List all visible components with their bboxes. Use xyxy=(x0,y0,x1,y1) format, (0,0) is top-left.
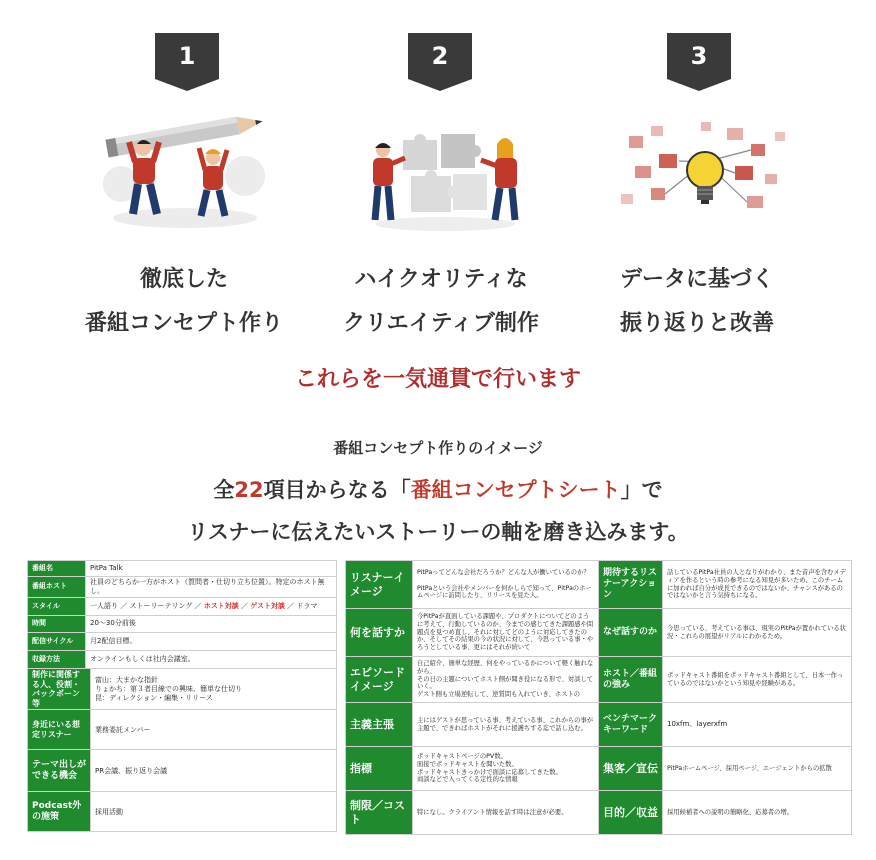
caption-line: ハイクオリティな xyxy=(354,267,528,292)
table-row xyxy=(28,650,337,668)
style-option-selected: ゲスト対談 xyxy=(250,601,285,610)
row-value: 主にはゲストが思っている事、考えている事、これからの事が主題で、できればホストがそれに援護ちする迄で話し込む。 xyxy=(413,703,599,747)
row-value: PitPa Talk xyxy=(86,561,337,577)
step-caption-2 xyxy=(311,258,571,346)
row-label: 制限／コスト xyxy=(346,791,413,835)
row-value xyxy=(86,597,337,615)
row-value: ポッドキャストページのPV数。 面接でポッドキャストを聞いた数。 ポッドキャストきっかけで面談に応募してきた数。 商談などで入ってくる定性的な情報 xyxy=(413,747,599,791)
row-value: オンラインもしくは社内会議室。 xyxy=(86,650,337,668)
concept-main-table xyxy=(345,560,852,835)
table-row xyxy=(28,632,337,650)
row-label: エピソードイメージ xyxy=(346,657,413,703)
row-label: 制作に関係する人、役割・バックボーン等 xyxy=(28,669,91,710)
heading-pre: 全 xyxy=(213,478,235,502)
row-label: 収録方法 xyxy=(28,650,86,668)
row-value: 今PitPaが直面している課題や、プロダクトについてどのように考えて、行動しているのか、今までの感じてきた課題感や問題点を見つめ直し、それに対してどのように対応してきたのか、そしてその結果の今の状況に対して、今思っている事・やろうとしている事、更にはそれが続いて xyxy=(413,609,599,657)
step-badge-1 xyxy=(155,33,219,79)
heading-post: 」で xyxy=(620,478,663,502)
row-value: 今思っている、考えている事は、現実のPitPaが置かれている状況・これらの展望がリアルにわかるため。 xyxy=(663,609,852,657)
table-row xyxy=(346,657,852,703)
table-row xyxy=(28,597,337,615)
row-label: 配信サイクル xyxy=(28,632,86,650)
step-caption-3 xyxy=(567,258,827,346)
row-value: 採用活動 xyxy=(91,792,337,832)
row-value: 月2配信目標。 xyxy=(86,632,337,650)
style-separator: ／ xyxy=(238,601,251,610)
row-label: 番組名 xyxy=(28,561,86,577)
table-row xyxy=(28,710,337,750)
row-value: 特になし。クライアント情報を話す時は注意が必要。 xyxy=(413,791,599,835)
row-label: 何を話すか xyxy=(346,609,413,657)
row-value: ポッドキャスト番組をポッドキャスト番組として、日本一作っているのではないかという知見や経験がある。 xyxy=(663,657,852,703)
row-value: 社員のどちらか一方がホスト（質問者・仕切り立ち位置）。特定のホスト無し。 xyxy=(86,577,337,598)
row-label: テーマ出しができる機会 xyxy=(28,750,91,792)
caption-line: 徹底した xyxy=(139,267,228,292)
concept-basic-table xyxy=(27,560,337,669)
people-carrying-pencil-illustration xyxy=(95,112,275,232)
row-value: 採用候補者への説明の簡略化、応募者の増。 xyxy=(663,791,852,835)
style-option: 一人語り ／ ストーリーテリング ／ xyxy=(90,601,204,610)
table-row xyxy=(28,561,337,577)
step-caption-1 xyxy=(54,258,314,346)
row-value: 20〜30分前後 xyxy=(86,615,337,632)
style-option: ／ ドラマ xyxy=(284,601,318,610)
row-label: 身近にいる想定リスナー xyxy=(28,710,91,750)
table-row xyxy=(28,750,337,792)
style-option-selected: ホスト対談 xyxy=(203,601,239,610)
step-number: 2 xyxy=(431,42,449,70)
row-value: PR会議、振り返り会議 xyxy=(91,750,337,792)
step-number: 1 xyxy=(178,42,196,70)
caption-line: 振り返りと改善 xyxy=(619,311,774,336)
table-row xyxy=(28,669,337,710)
row-label: スタイル xyxy=(28,597,86,615)
caption-line: クリエイティブ制作 xyxy=(343,311,539,336)
row-value: PitPaってどんな会社だろうか？どんな人が働いているのか？ PitPaという会社やメンバーを何かしらで知って、PitPaのホームページに訪問したり、リリースを見た人。 xyxy=(413,561,599,609)
row-label: 番組ホスト xyxy=(28,577,86,598)
row-value: PitPaホームページ、採用ページ、エージェントからの拡散 xyxy=(663,747,852,791)
step-badge-2 xyxy=(408,33,472,79)
step-number: 3 xyxy=(690,42,708,70)
through-text: これらを一気通貫で行います xyxy=(294,367,581,392)
row-label: ホスト／番組の強み xyxy=(599,657,663,703)
row-label: リスナーイメージ xyxy=(346,561,413,609)
heading-highlight: 番組コンセプトシート xyxy=(410,478,621,502)
step-badge-3 xyxy=(667,33,731,79)
row-label: 集客／宣伝 xyxy=(599,747,663,791)
row-value: 富山：大まかな指針 りょかち：第３者目線での興味、簡単な仕切り 昆：ディレクション・編集・リリース xyxy=(91,669,337,710)
row-label: Podcast外の施策 xyxy=(28,792,91,832)
table-row xyxy=(346,561,852,609)
row-label: 期待するリスナーアクション xyxy=(599,561,663,609)
row-label: 目的／収益 xyxy=(599,791,663,835)
table-row xyxy=(28,792,337,832)
row-value: 話しているPitPa社員の人となりがわかり、また音声を含むメディアを作るという時の参考になる知見が多いため、このチームに加われば自分が成長できるのではないか、チャンスがあるのではないかと言う気持ちになる。 xyxy=(663,561,852,609)
heading-number: 22 xyxy=(234,478,264,502)
row-label: 主義主張 xyxy=(346,703,413,747)
row-label: ベンチマークキーワード xyxy=(599,703,663,747)
caption-line: データに基づく xyxy=(619,267,774,292)
row-label: 指標 xyxy=(346,747,413,791)
section-subheading: 番組コンセプト作りのイメージ xyxy=(333,439,543,457)
row-label: なぜ話すのか xyxy=(599,609,663,657)
people-assembling-puzzle-illustration xyxy=(355,120,535,232)
row-value: 業務委託メンバー xyxy=(91,710,337,750)
section-heading-line2: リスナーに伝えたいストーリーの軸を磨き込みます。 xyxy=(187,520,689,544)
table-row xyxy=(28,615,337,632)
table-row xyxy=(346,747,852,791)
table-row xyxy=(346,791,852,835)
section-heading xyxy=(0,474,876,504)
lightbulb-data-illustration xyxy=(615,118,795,233)
row-label: 時間 xyxy=(28,615,86,632)
table-row xyxy=(346,703,852,747)
table-row xyxy=(346,609,852,657)
row-value: 10xfm、layerxfm xyxy=(663,703,852,747)
heading-mid: 項目からなる「 xyxy=(263,478,411,502)
row-value: 自己紹介、簡単な経歴、何をやっているかについて軽く触れながら、 その日の主題についてホスト側が聞き役になる形で、対談していく。 ゲスト側も立場逆転して、逆質問も入れていき、ホストの xyxy=(413,657,599,703)
concept-people-table xyxy=(27,668,337,832)
caption-line: 番組コンセプト作り xyxy=(84,311,283,336)
table-row xyxy=(28,577,337,598)
